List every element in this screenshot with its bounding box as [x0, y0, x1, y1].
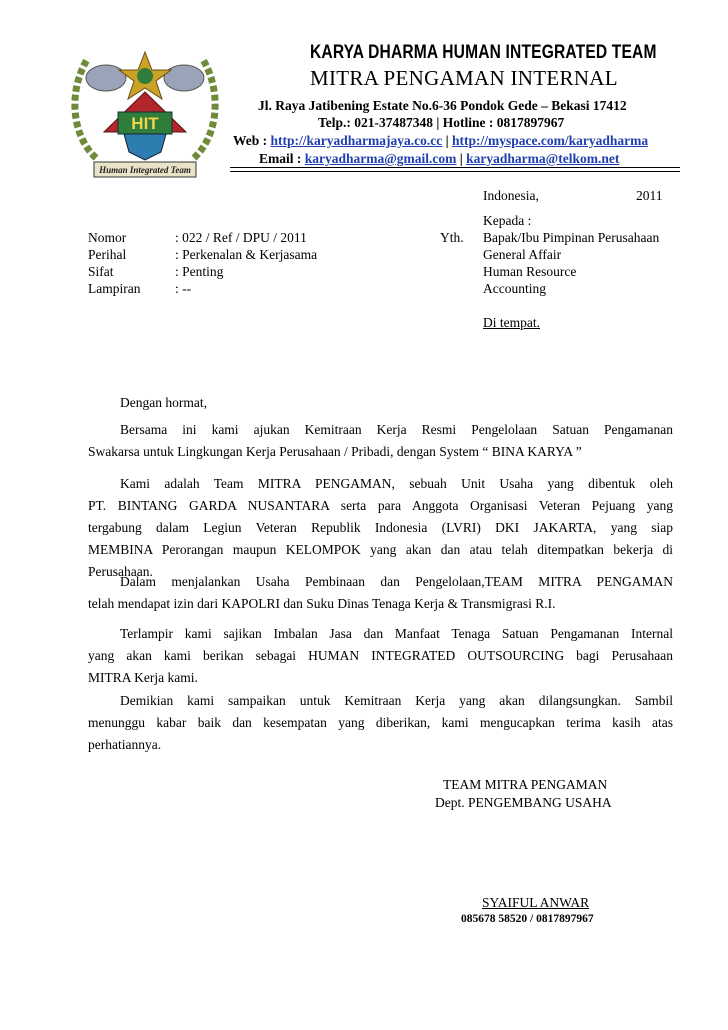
- company-web: [233, 133, 648, 149]
- paragraph-line: Perusahaan.: [88, 564, 153, 579]
- paragraph-line: menunggu kabar baik dan kesempatan yang diberikan, kami mengucapkan terima kasih atas: [88, 715, 673, 730]
- paragraph-line: MITRA Kerja kami.: [88, 670, 198, 685]
- lampiran-label: Lampiran: [88, 281, 141, 296]
- email-separator: |: [456, 151, 467, 166]
- logo-caption: Human Integrated Team: [99, 165, 191, 175]
- signatory-phone: 085678 58520 / 0817897967: [461, 913, 594, 925]
- paragraph-line: yang akan kami berikan sebagai HUMAN INTEGRATED OUTSOURCING bagi Perusahaan: [88, 648, 673, 663]
- paragraph-line: perhatiannya.: [88, 737, 162, 752]
- recipient-line: Accounting: [483, 281, 546, 296]
- paragraph-line: MEMBINA Perorangan maupun KELOMPOK yang akan dan atau telah ditempatkan bekerja di: [88, 542, 673, 557]
- paragraph-1: [88, 419, 673, 463]
- paragraph-5: [88, 690, 673, 756]
- letter-year: 2011: [636, 188, 663, 203]
- email-label: Email :: [259, 151, 305, 166]
- web-separator: |: [442, 133, 452, 148]
- logo-text: HIT: [131, 114, 159, 133]
- company-name: KARYA DHARMA HUMAN INTEGRATED TEAM: [310, 42, 657, 63]
- header-divider-thin: [230, 171, 680, 172]
- yth-label: Yth.: [440, 230, 464, 245]
- web-label: Web :: [233, 133, 271, 148]
- paragraph-line: Kami adalah Team MITRA PENGAMAN, sebuah Unit Usaha yang dibentuk oleh: [120, 476, 673, 491]
- perihal-label: Perihal: [88, 247, 127, 262]
- paragraph-line: Dalam menjalankan Usaha Pembinaan dan Pengelolaan,TEAM MITRA PENGAMAN: [120, 574, 673, 589]
- paragraph-line: Bersama ini kami ajukan Kemitraan Kerja Resmi Pengelolaan Satuan Pengamanan: [120, 422, 673, 437]
- paragraph-3: [88, 571, 673, 615]
- perihal-value: : Perkenalan & Kerjasama: [175, 247, 318, 262]
- paragraph-line: Swakarsa untuk Lingkungan Kerja Perusahaan / Pribadi, dengan System “ BINA KARYA ”: [88, 444, 582, 459]
- company-email: [259, 151, 619, 167]
- company-address: Jl. Raya Jatibening Estate No.6-36 Pondok Gede – Bekasi 17412: [258, 98, 627, 113]
- nomor-value: : 022 / Ref / DPU / 2011: [175, 230, 307, 245]
- recipient-line: Human Resource: [483, 264, 577, 279]
- email-link-2[interactable]: karyadharma@telkom.net: [466, 151, 620, 166]
- signature-dept: Dept. PENGEMBANG USAHA: [435, 795, 612, 810]
- header-divider: [230, 167, 680, 168]
- recipient-line: Bapak/Ibu Pimpinan Perusahaan: [483, 230, 660, 245]
- lampiran-value: : --: [175, 281, 192, 296]
- web-link-2[interactable]: http://myspace.com/karyadharma: [451, 133, 649, 148]
- recipient-line: General Affair: [483, 247, 562, 262]
- paragraph-line: Demikian kami sampaikan untuk Kemitraan Kerja yang akan dilangsungkan. Sambil: [120, 693, 673, 708]
- company-logo: [66, 40, 224, 180]
- signature-team: TEAM MITRA PENGAMAN: [443, 777, 608, 792]
- paragraph-line: Terlampir kami sajikan Imbalan Jasa dan Manfaat Tenaga Satuan Pengamanan Internal: [120, 626, 673, 641]
- paragraph-4: [88, 623, 673, 689]
- paragraph-line: telah mendapat izin dari KAPOLRI dan Suku Dinas Tenaga Kerja & Transmigrasi R.I.: [88, 596, 556, 611]
- di-tempat: Di tempat.: [483, 315, 540, 330]
- kepada-label: Kepada :: [483, 213, 532, 228]
- hit-emblem-icon: [66, 40, 224, 180]
- paragraph-line: PT. BINTANG GARDA NUSANTARA serta para Anggota Organisasi Veteran Pejuang yang: [88, 498, 673, 513]
- paragraph-2: [88, 473, 673, 583]
- email-link-1[interactable]: karyadharma@gmail.com: [304, 151, 457, 166]
- company-subtitle: MITRA PENGAMAN INTERNAL: [310, 66, 618, 90]
- sifat-value: : Penting: [175, 264, 224, 279]
- letter-place: Indonesia,: [483, 188, 539, 203]
- company-phone: Telp.: 021-37487348 | Hotline : 0817897967: [318, 115, 565, 130]
- paragraph-line: tergabung dalam Legiun Veteran Republik Indonesia (LVRI) DKI JAKARTA, yang siap: [88, 520, 673, 535]
- signatory-name: SYAIFUL ANWAR: [482, 895, 590, 910]
- web-link-1[interactable]: http://karyadharmajaya.co.cc: [270, 133, 443, 148]
- sifat-label: Sifat: [88, 264, 114, 279]
- nomor-label: Nomor: [88, 230, 127, 245]
- greeting: Dengan hormat,: [120, 395, 207, 410]
